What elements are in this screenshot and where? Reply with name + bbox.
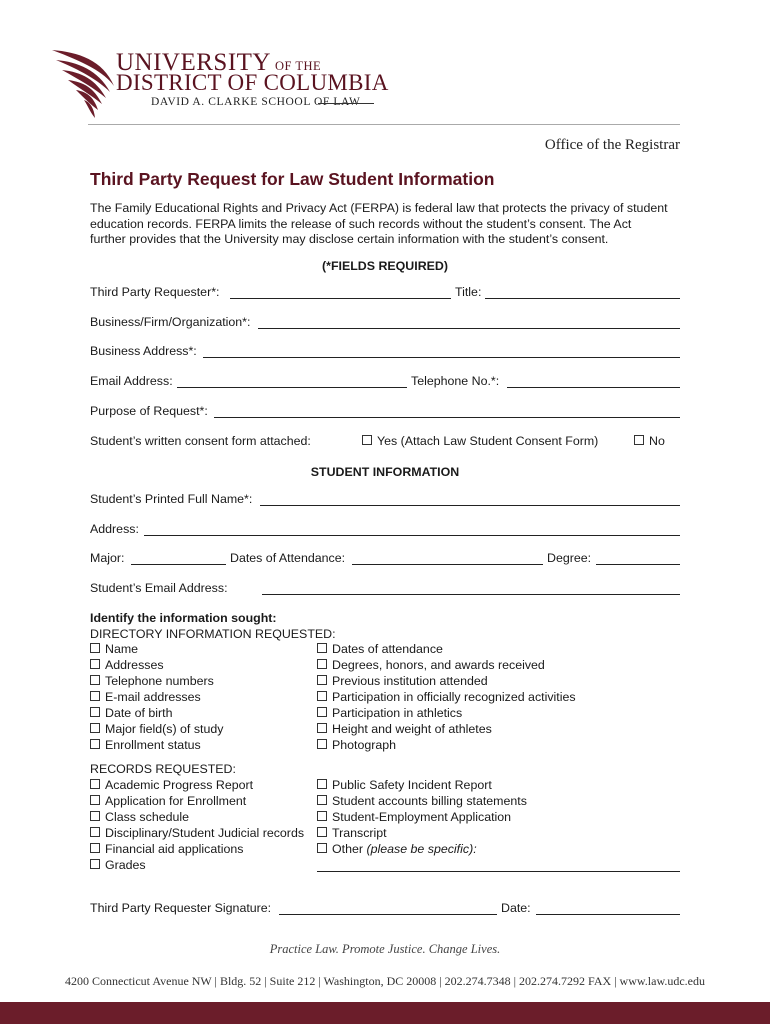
wing-emblem-icon <box>48 46 120 122</box>
checkbox-icon <box>90 827 100 837</box>
major-label: Major: <box>90 551 125 565</box>
student-name-label: Student’s Printed Full Name*: <box>90 492 253 506</box>
title-label: Title: <box>455 285 482 299</box>
student-name-input[interactable] <box>260 505 680 506</box>
records-label: Public Safety Incident Report <box>332 778 492 792</box>
checkbox-icon <box>317 739 327 749</box>
checkbox-icon <box>90 691 100 701</box>
records-label: Financial aid applications <box>105 842 244 856</box>
records-checkbox[interactable] <box>90 826 304 840</box>
email-label: Email Address: <box>90 374 173 388</box>
university-name-line2: DISTRICT OF COLUMBIA <box>116 70 389 95</box>
directory-checkbox[interactable] <box>90 674 214 688</box>
records-checkbox[interactable] <box>317 826 387 840</box>
checkbox-icon <box>317 723 327 733</box>
checkbox-icon <box>90 675 100 685</box>
requester-input[interactable] <box>230 298 451 299</box>
directory-label: Photograph <box>332 738 397 752</box>
student-address-label: Address: <box>90 522 139 536</box>
student-email-input[interactable] <box>262 594 680 595</box>
school-name-rule <box>318 103 374 104</box>
directory-checkbox[interactable] <box>90 658 164 672</box>
office-label: Office of the Registrar <box>544 137 680 153</box>
records-checkbox[interactable] <box>90 810 189 824</box>
business-input[interactable] <box>258 328 680 329</box>
directory-checkbox[interactable] <box>317 674 488 688</box>
consent-no-checkbox[interactable] <box>634 434 665 448</box>
records-label: Student-Employment Application <box>332 810 512 824</box>
student-email-label: Student’s Email Address: <box>90 581 228 595</box>
checkbox-icon <box>634 435 644 445</box>
records-checkbox[interactable] <box>317 778 492 792</box>
directory-label: Name <box>105 642 139 656</box>
checkbox-icon <box>317 795 327 805</box>
intro-line: further provides that the University may disclose certain information with the student’s consent. <box>90 232 609 246</box>
checkbox-icon <box>90 779 100 789</box>
business-address-label: Business Address*: <box>90 344 197 358</box>
footer-address: 4200 Connecticut Avenue NW | Bldg. 52 | Suite 212 | Washington, DC 20008 | 202.274.7348 | 202.274.7292 FAX | www.law.udc.edu <box>65 974 705 988</box>
purpose-label: Purpose of Request*: <box>90 404 208 418</box>
records-checkbox[interactable] <box>90 778 253 792</box>
directory-checkbox[interactable] <box>90 706 173 720</box>
email-input[interactable] <box>177 387 407 388</box>
directory-label: Dates of attendance <box>332 642 443 656</box>
business-address-input[interactable] <box>203 357 680 358</box>
checkbox-icon <box>90 811 100 821</box>
school-name: DAVID A. CLARKE SCHOOL OF LAW <box>151 96 361 108</box>
directory-label: Date of birth <box>105 706 173 720</box>
checkbox-icon <box>90 795 100 805</box>
checkbox-icon <box>90 723 100 733</box>
directory-label: E-mail addresses <box>105 690 201 704</box>
phone-label: Telephone No.*: <box>411 374 500 388</box>
header-divider <box>88 124 680 125</box>
directory-checkbox[interactable] <box>90 642 138 656</box>
directory-checkbox[interactable] <box>90 690 201 704</box>
student-address-input[interactable] <box>144 535 680 536</box>
checkbox-icon <box>362 435 372 445</box>
checkbox-icon <box>90 659 100 669</box>
checkbox-icon <box>90 643 100 653</box>
directory-label: Telephone numbers <box>105 674 214 688</box>
consent-yes-checkbox[interactable] <box>362 434 598 448</box>
records-other-hint: (please be specific): <box>366 842 477 856</box>
footer-bar <box>0 1002 770 1024</box>
directory-checkbox[interactable] <box>90 738 201 752</box>
title-input[interactable] <box>485 298 680 299</box>
fields-required-note: (*FIELDS REQUIRED) <box>322 259 448 273</box>
consent-label: Student’s written consent form attached: <box>90 434 311 448</box>
signature-date-input[interactable] <box>536 914 680 915</box>
records-other-checkbox[interactable] <box>317 842 477 856</box>
records-label: Student accounts billing statements <box>332 794 527 808</box>
directory-label: Degrees, honors, and awards received <box>332 658 545 672</box>
checkbox-icon <box>317 707 327 717</box>
requester-label: Third Party Requester*: <box>90 285 220 299</box>
consent-yes-label: Yes (Attach Law Student Consent Form) <box>377 434 599 448</box>
directory-checkbox[interactable] <box>317 642 443 656</box>
checkbox-icon <box>317 643 327 653</box>
intro-line: education records. FERPA limits the release of such records without the student’s consent. The Act <box>90 216 632 231</box>
directory-checkbox[interactable] <box>317 658 545 672</box>
records-label: Transcript <box>332 826 387 840</box>
records-other-label: Other <box>332 842 363 856</box>
intro-line: The Family Educational Rights and Privacy Act (FERPA) is federal law that protects the privacy of student <box>90 201 668 215</box>
directory-label: Major field(s) of study <box>105 722 224 736</box>
directory-label: Enrollment status <box>105 738 201 752</box>
dates-label: Dates of Attendance: <box>230 551 346 565</box>
checkbox-icon <box>90 843 100 853</box>
identify-heading: Identify the information sought: <box>90 611 277 625</box>
records-label: Disciplinary/Student Judicial records <box>105 826 305 840</box>
university-name-line1: UNIVERSITY OF THE <box>116 49 322 76</box>
consent-no-label: No <box>649 434 665 448</box>
signature-input[interactable] <box>279 914 497 915</box>
directory-label: Participation in athletics <box>332 706 463 720</box>
business-label: Business/Firm/Organization*: <box>90 315 251 329</box>
records-label: Application for Enrollment <box>105 794 247 808</box>
checkbox-icon <box>90 707 100 717</box>
checkbox-icon <box>90 859 100 869</box>
signature-label: Third Party Requester Signature: <box>90 901 272 915</box>
records-other-input[interactable] <box>317 871 680 872</box>
checkbox-icon <box>317 691 327 701</box>
degree-input[interactable] <box>596 564 680 565</box>
records-checkbox[interactable] <box>90 794 246 808</box>
records-checkbox[interactable] <box>317 794 527 808</box>
checkbox-icon <box>317 811 327 821</box>
directory-heading: DIRECTORY INFORMATION REQUESTED: <box>90 627 336 641</box>
directory-checkbox[interactable] <box>317 706 462 720</box>
tagline: Practice Law. Promote Justice. Change Lives. <box>269 942 501 956</box>
directory-label: Previous institution attended <box>332 674 488 688</box>
directory-checkbox[interactable] <box>317 722 492 736</box>
directory-label: Addresses <box>105 658 164 672</box>
page-title: Third Party Request for Law Student Information <box>90 169 495 189</box>
directory-checkbox[interactable] <box>90 722 223 736</box>
phone-input[interactable] <box>507 387 680 388</box>
records-checkbox[interactable] <box>90 858 146 872</box>
records-checkbox[interactable] <box>90 842 243 856</box>
records-label: Academic Progress Report <box>105 778 254 792</box>
checkbox-icon <box>317 675 327 685</box>
major-input[interactable] <box>131 564 226 565</box>
degree-label: Degree: <box>547 551 592 565</box>
directory-label: Height and weight of athletes <box>332 722 492 736</box>
checkbox-icon <box>317 659 327 669</box>
directory-checkbox[interactable] <box>317 690 576 704</box>
records-label: Class schedule <box>105 810 190 824</box>
checkbox-icon <box>317 827 327 837</box>
checkbox-icon <box>90 739 100 749</box>
checkbox-icon <box>317 843 327 853</box>
student-info-heading: STUDENT INFORMATION <box>310 465 460 479</box>
directory-checkbox[interactable] <box>317 738 396 752</box>
intro-paragraph <box>90 201 668 248</box>
dates-input[interactable] <box>352 564 543 565</box>
checkbox-icon <box>317 779 327 789</box>
signature-date-label: Date: <box>501 901 531 915</box>
records-heading: RECORDS REQUESTED: <box>90 762 236 776</box>
records-label: Grades <box>105 858 146 872</box>
directory-label: Participation in officially recognized activities <box>332 690 576 704</box>
purpose-input[interactable] <box>214 417 680 418</box>
records-checkbox[interactable] <box>317 810 511 824</box>
